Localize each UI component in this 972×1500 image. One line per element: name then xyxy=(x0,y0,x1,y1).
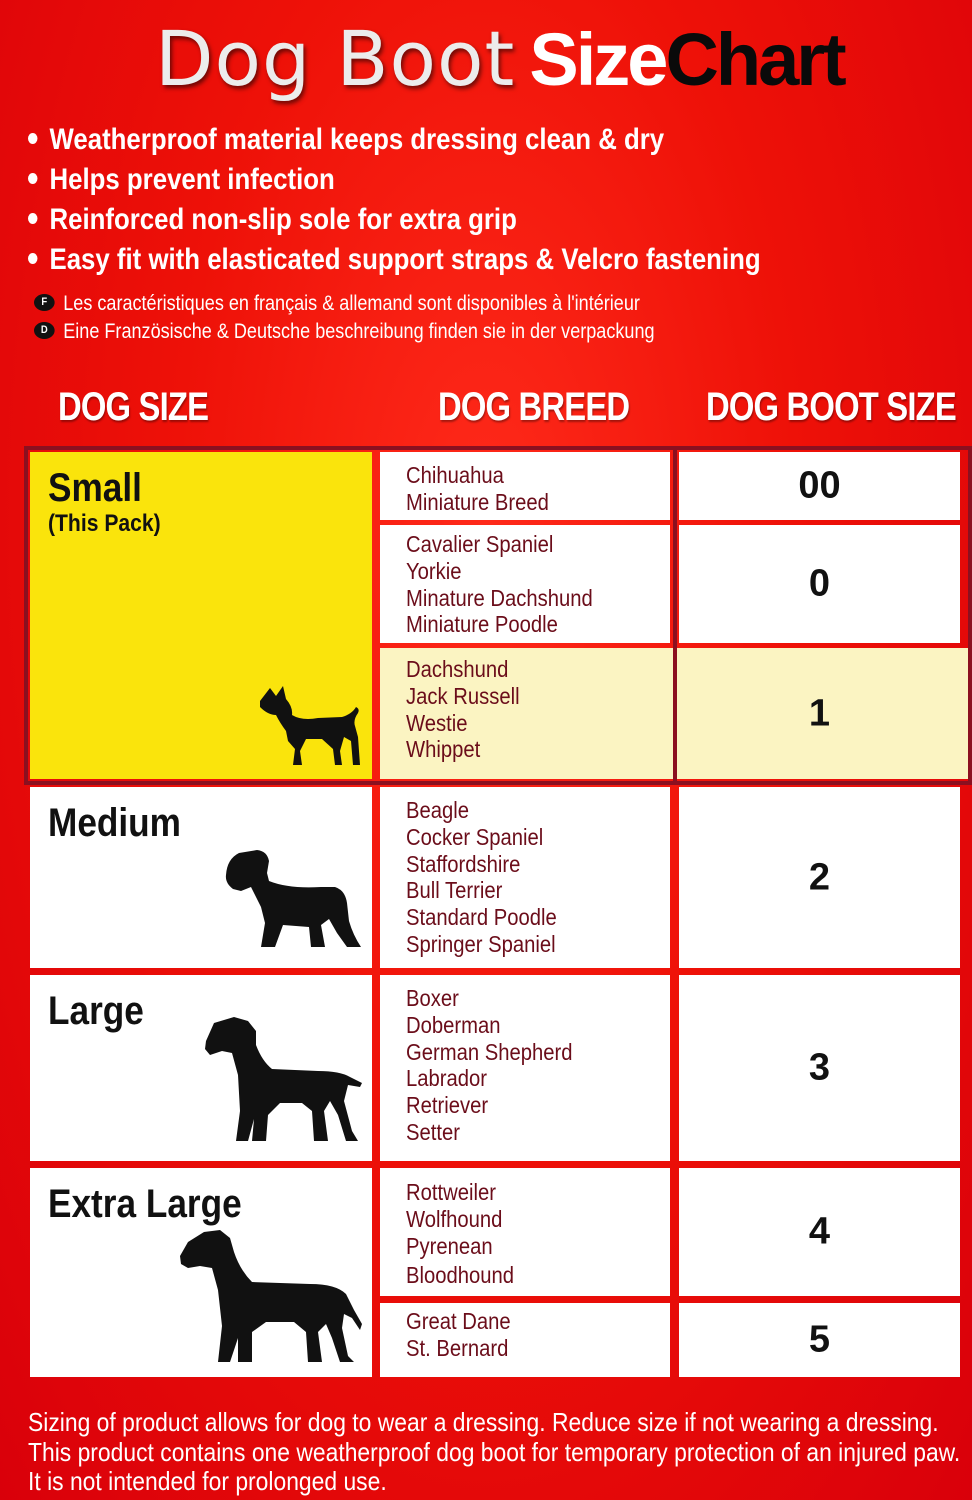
breed-item: Miniature Poodle xyxy=(406,611,558,638)
breed-item: Yorkie xyxy=(406,557,462,584)
breed-item: Pyrenean xyxy=(406,1232,493,1259)
boot-size-cell xyxy=(679,975,960,1161)
breed-item: Westie xyxy=(406,709,468,736)
breed-cell xyxy=(380,452,670,520)
breed-item: Boxer xyxy=(406,985,459,1011)
feature-item: Weatherproof material keeps dressing clean & dry xyxy=(28,120,761,160)
header-dog-size: DOG SIZE xyxy=(58,385,209,429)
breed-item: Retriever xyxy=(406,1092,489,1119)
boot-size-value: 5 xyxy=(808,1318,831,1361)
boot-size-value: 00 xyxy=(798,464,841,507)
language-note-french: F Les caractéristiques en français & allemand sont disponibles à l'intérieur xyxy=(34,290,655,318)
bullet-icon xyxy=(28,133,37,144)
boot-size-cell xyxy=(679,452,960,520)
breed-item: Labrador xyxy=(406,1065,488,1092)
size-label-small: Small xyxy=(48,466,142,510)
breed-list xyxy=(406,531,618,638)
breed-item: Miniature Breed xyxy=(406,488,549,515)
footnote: Sizing of product allows for dog to wear a dressing. Reduce size if not wearing a dressing. This product contains one weatherproof dog boot for temporary protection of an injured paw. It is not intended for prolonged use. xyxy=(28,1407,961,1496)
medium-dog-icon xyxy=(223,847,363,951)
breed-item: Bloodhound xyxy=(406,1262,515,1289)
size-cell-medium xyxy=(30,787,372,968)
title-dog-boot: Dog Boot xyxy=(155,14,516,103)
size-cell-small xyxy=(30,452,372,779)
breed-item: Staffordshire xyxy=(406,850,521,877)
boot-size-value: 3 xyxy=(808,1046,831,1089)
header-dog-breed: DOG BREED xyxy=(438,385,630,429)
size-label-large: Large xyxy=(48,989,144,1033)
size-label-medium: Medium xyxy=(48,801,181,845)
breed-item: Standard Poodle xyxy=(406,904,557,931)
breed-item: Great Dane xyxy=(406,1308,511,1334)
boot-size-cell xyxy=(679,525,960,643)
breed-item: Cocker Spaniel xyxy=(406,823,544,850)
breed-item: Rottweiler xyxy=(406,1179,496,1205)
breed-list xyxy=(406,1308,525,1362)
breed-cell xyxy=(380,1303,670,1377)
breed-item: Bull Terrier xyxy=(406,877,503,904)
header-dog-boot-size: DOG BOOT SIZE xyxy=(706,385,956,429)
breed-list xyxy=(406,462,568,516)
breed-item: Wolfhound xyxy=(406,1205,503,1232)
breed-item: Minature Dachshund xyxy=(406,584,593,611)
title-chart: Chart xyxy=(665,18,844,101)
small-dog-icon xyxy=(256,685,364,771)
boot-size-value: 1 xyxy=(808,692,831,734)
boot-size-cell xyxy=(679,1303,960,1377)
breed-list xyxy=(406,656,535,763)
breed-item: Doberman xyxy=(406,1011,501,1038)
feature-item: Helps prevent infection xyxy=(28,160,761,200)
language-notes xyxy=(34,290,756,346)
feature-item: Reinforced non-slip sole for extra grip xyxy=(28,200,761,240)
breed-item: Chihuahua xyxy=(406,462,504,488)
breed-item: Setter xyxy=(406,1118,461,1145)
breed-cell xyxy=(380,648,670,779)
title-size: Size xyxy=(529,18,666,101)
breed-cell xyxy=(380,975,670,1161)
large-dog-icon xyxy=(202,1015,366,1145)
extra-large-dog-icon xyxy=(178,1228,366,1364)
language-note-german: D Eine Französische & Deutsche beschreibung finden sie in der verpackung xyxy=(34,318,655,346)
breed-list xyxy=(406,985,595,1146)
boot-size-cell xyxy=(679,1168,960,1296)
breed-item: Dachshund xyxy=(406,656,509,682)
breed-cell xyxy=(380,1168,670,1296)
bullet-icon xyxy=(28,213,37,224)
boot-size-value: 0 xyxy=(808,562,831,605)
breed-list xyxy=(406,797,577,958)
german-badge-icon: D xyxy=(34,322,55,339)
size-label-extra-large: Extra Large xyxy=(48,1182,242,1226)
feature-list xyxy=(28,120,880,280)
breed-item: St. Bernard xyxy=(406,1334,509,1361)
bullet-icon xyxy=(28,173,37,184)
boot-size-value: 4 xyxy=(808,1210,831,1253)
breed-item: Springer Spaniel xyxy=(406,930,556,957)
breed-item: German Shepherd xyxy=(406,1038,573,1065)
breed-cell xyxy=(380,525,670,643)
breed-item: Jack Russell xyxy=(406,682,520,709)
feature-item: Easy fit with elasticated support straps & Velcro fastening xyxy=(28,240,761,280)
boot-size-cell xyxy=(679,648,960,779)
breed-item: Whippet xyxy=(406,736,481,763)
french-badge-icon: F xyxy=(34,294,55,311)
bullet-icon xyxy=(28,253,37,264)
breed-list xyxy=(406,1179,529,1289)
size-cell-large xyxy=(30,975,372,1161)
breed-cell xyxy=(380,787,670,968)
boot-size-cell xyxy=(679,787,960,968)
page-title xyxy=(155,14,844,104)
size-sublabel-small: (This Pack) xyxy=(48,510,161,537)
boot-size-value: 2 xyxy=(808,856,831,898)
breed-item: Beagle xyxy=(406,797,470,823)
size-cell-extra-large xyxy=(30,1168,372,1377)
breed-item: Cavalier Spaniel xyxy=(406,531,554,557)
